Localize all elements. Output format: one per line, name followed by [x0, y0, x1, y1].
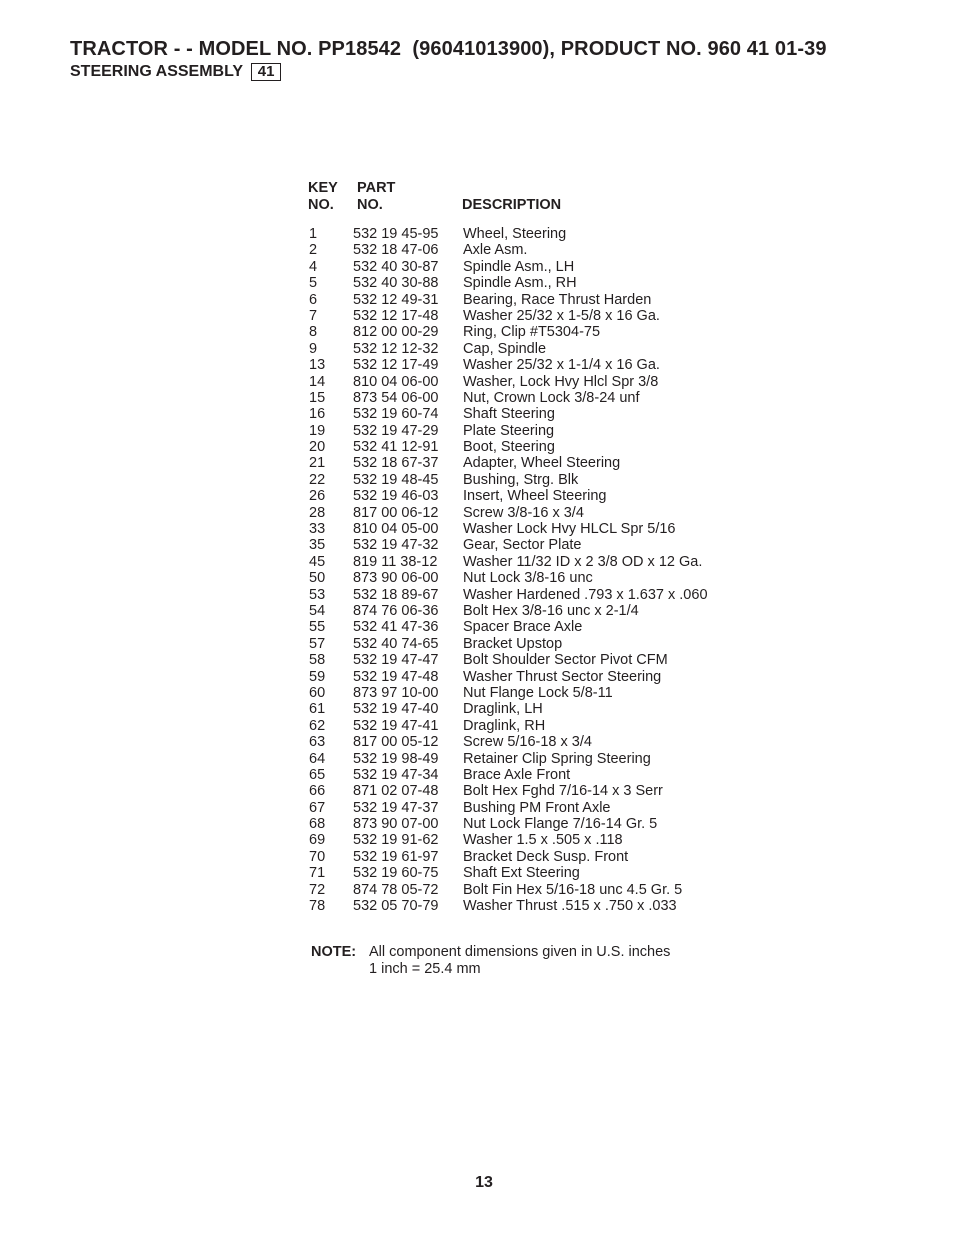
part-description: Draglink, RH [463, 717, 546, 734]
key-no: 15 [309, 389, 326, 406]
key-no: 64 [309, 750, 326, 767]
page-number: 13 [475, 1174, 493, 1191]
parts-row [309, 341, 769, 357]
parts-row [309, 242, 769, 258]
key-no: 14 [309, 373, 326, 390]
part-no: 532 19 98-49 [353, 750, 439, 767]
part-description: Spindle Asm., RH [463, 275, 577, 292]
parts-list [309, 226, 769, 914]
part-no: 874 76 06-36 [353, 602, 439, 619]
key-no: 1 [309, 226, 318, 242]
part-description: Bracket Upstop [463, 635, 563, 652]
part-description: Brace Axle Front [463, 766, 571, 783]
part-description: Nut Flange Lock 5/8-11 [463, 684, 613, 701]
key-no: 71 [309, 865, 326, 882]
part-description: Bolt Shoulder Sector Pivot CFM [463, 652, 668, 669]
part-no: 532 19 47-29 [353, 422, 439, 439]
key-no: 59 [309, 668, 326, 685]
parts-row [309, 669, 769, 685]
part-description: Washer 11/32 ID x 2 3/8 OD x 12 Ga. [463, 553, 703, 570]
part-no: 819 11 38-12 [353, 553, 438, 570]
part-description: Insert, Wheel Steering [463, 488, 607, 505]
key-no: 20 [309, 439, 326, 456]
part-description: Shaft Steering [463, 406, 555, 423]
part-no: 871 02 07-48 [353, 783, 439, 800]
parts-row [309, 587, 769, 603]
parts-row [309, 554, 769, 570]
key-no-header [308, 180, 338, 214]
part-description: Ring, Clip #T5304-75 [463, 324, 601, 341]
note-text-line1: All component dimensions given in U.S. inches [369, 944, 671, 960]
parts-row [309, 275, 769, 291]
part-description: Nut, Crown Lock 3/8-24 unf [463, 389, 640, 406]
key-no: 72 [309, 881, 326, 898]
key-no: 67 [309, 799, 326, 816]
part-description: Bearing, Race Thrust Harden [463, 291, 652, 308]
part-no: 532 40 30-87 [353, 258, 439, 275]
key-no: 45 [309, 553, 326, 570]
part-description: Shaft Ext Steering [463, 865, 580, 882]
part-description: Retainer Clip Spring Steering [463, 750, 651, 767]
part-no: 532 12 12-32 [353, 340, 439, 357]
part-description: Axle Asm. [463, 242, 528, 259]
part-no: 532 19 48-45 [353, 471, 439, 488]
key-no: 19 [309, 422, 326, 439]
part-no: 532 18 47-06 [353, 242, 439, 259]
section-heading [70, 63, 281, 81]
parts-row [309, 767, 769, 783]
key-no: 6 [309, 291, 318, 308]
part-description: Bolt Hex 3/8-16 unc x 2-1/4 [463, 602, 639, 619]
parts-row [309, 357, 769, 373]
part-description: Plate Steering [463, 422, 555, 439]
part-description: Washer Thrust .515 x .750 x .033 [463, 898, 677, 915]
key-no: 60 [309, 684, 326, 701]
key-no: 7 [309, 307, 318, 324]
key-no: 26 [309, 488, 326, 505]
part-no: 532 19 60-75 [353, 865, 439, 882]
part-no: 532 41 47-36 [353, 619, 439, 636]
part-description: Bolt Hex Fghd 7/16-14 x 3 Serr [463, 783, 663, 800]
description-header: DESCRIPTION [462, 197, 562, 213]
part-description: Bushing PM Front Axle [463, 799, 611, 816]
key-no: 69 [309, 832, 326, 849]
parts-row [309, 800, 769, 816]
part-no: 532 19 45-95 [353, 226, 439, 242]
key-no: 9 [309, 340, 318, 357]
parts-row [309, 882, 769, 898]
part-no: 817 00 06-12 [353, 504, 439, 521]
section-title: STEERING ASSEMBLY [70, 63, 244, 80]
key-no: 28 [309, 504, 326, 521]
part-no: 873 90 07-00 [353, 816, 439, 833]
part-description: Gear, Sector Plate [463, 537, 582, 554]
part-description: Washer Thrust Sector Steering [463, 668, 662, 685]
parts-row [309, 783, 769, 799]
part-description: Washer Hardened .793 x 1.637 x .060 [463, 586, 708, 603]
part-no: 873 97 10-00 [353, 684, 439, 701]
key-no: 5 [309, 275, 318, 292]
part-no: 532 19 47-48 [353, 668, 439, 685]
part-no: 532 40 30-88 [353, 275, 439, 292]
parts-row [309, 390, 769, 406]
parts-row [309, 751, 769, 767]
parts-row [309, 226, 769, 242]
part-description: Washer 25/32 x 1-5/8 x 16 Ga. [463, 307, 660, 324]
part-description: Adapter, Wheel Steering [463, 455, 621, 472]
parts-row [309, 521, 769, 537]
part-description: Draglink, LH [463, 701, 543, 718]
part-header-line2: NO. [357, 197, 383, 213]
part-no: 532 19 47-41 [353, 717, 439, 734]
key-no: 65 [309, 766, 326, 783]
part-no: 532 12 17-48 [353, 307, 439, 324]
part-description: Screw 3/8-16 x 3/4 [463, 504, 584, 521]
key-no: 63 [309, 734, 326, 751]
key-no: 55 [309, 619, 326, 636]
part-no: 532 18 89-67 [353, 586, 439, 603]
part-no: 532 40 74-65 [353, 635, 439, 652]
key-no: 35 [309, 537, 326, 554]
parts-row [309, 898, 769, 914]
part-description: Nut Lock Flange 7/16-14 Gr. 5 [463, 816, 658, 833]
part-description: Spacer Brace Axle [463, 619, 583, 636]
part-description: Nut Lock 3/8-16 unc [463, 570, 593, 587]
part-no: 532 05 70-79 [353, 898, 439, 915]
parts-row [309, 701, 769, 717]
part-no: 532 19 60-74 [353, 406, 439, 423]
part-no: 532 12 49-31 [353, 291, 439, 308]
part-no: 873 90 06-00 [353, 570, 439, 587]
part-no: 874 78 05-72 [353, 881, 439, 898]
parts-row [309, 570, 769, 586]
part-no: 532 12 17-49 [353, 357, 439, 374]
parts-row [309, 603, 769, 619]
key-no: 8 [309, 324, 318, 341]
part-no: 810 04 05-00 [353, 521, 439, 538]
key-no: 70 [309, 848, 326, 865]
key-no: 54 [309, 602, 326, 619]
part-description: Washer Lock Hvy HLCL Spr 5/16 [463, 521, 676, 538]
key-no: 50 [309, 570, 326, 587]
part-no: 532 19 47-37 [353, 799, 439, 816]
key-no: 33 [309, 521, 326, 538]
part-header-line1: PART [357, 180, 396, 196]
parts-row [309, 374, 769, 390]
part-no: 532 19 47-34 [353, 766, 439, 783]
key-no: 57 [309, 635, 326, 652]
parts-row [309, 488, 769, 504]
part-description: Washer 25/32 x 1-1/4 x 16 Ga. [463, 357, 660, 374]
key-header-line1: KEY [308, 180, 338, 196]
part-description: Cap, Spindle [463, 340, 547, 357]
part-description: Screw 5/16-18 x 3/4 [463, 734, 592, 751]
part-no: 532 19 46-03 [353, 488, 439, 505]
part-no: 532 19 61-97 [353, 848, 439, 865]
key-no: 78 [309, 898, 326, 915]
part-description: Boot, Steering [463, 439, 555, 456]
part-description: Washer, Lock Hvy Hlcl Spr 3/8 [463, 373, 659, 390]
part-no: 532 18 67-37 [353, 455, 439, 472]
parts-row [309, 439, 769, 455]
parts-row [309, 423, 769, 439]
parts-row [309, 636, 769, 652]
part-description: Bracket Deck Susp. Front [463, 848, 629, 865]
key-no: 21 [309, 455, 326, 472]
part-no: 817 00 05-12 [353, 734, 439, 751]
part-no: 532 41 12-91 [353, 439, 439, 456]
part-description: Wheel, Steering [463, 226, 567, 242]
parts-row [309, 455, 769, 471]
key-no: 22 [309, 471, 326, 488]
part-no: 532 19 47-47 [353, 652, 439, 669]
part-description: Spindle Asm., LH [463, 258, 575, 275]
key-no: 13 [309, 357, 326, 374]
key-no: 16 [309, 406, 326, 423]
parts-row [309, 685, 769, 701]
parts-row [309, 734, 769, 750]
parts-row [309, 619, 769, 635]
key-no: 2 [309, 242, 318, 259]
key-no: 66 [309, 783, 326, 800]
key-header-line2: NO. [308, 197, 334, 213]
part-no: 532 19 47-32 [353, 537, 439, 554]
figure-number-box: 41 [251, 63, 281, 81]
part-description: Washer 1.5 x .505 x .118 [463, 832, 623, 849]
parts-row [309, 505, 769, 521]
parts-row [309, 324, 769, 340]
parts-row [309, 832, 769, 848]
note-text-line2: 1 inch = 25.4 mm [369, 960, 481, 977]
parts-row [309, 652, 769, 668]
parts-row [309, 308, 769, 324]
part-description: Bolt Fin Hex 5/16-18 unc 4.5 Gr. 5 [463, 881, 683, 898]
parts-row [309, 865, 769, 881]
key-no: 62 [309, 717, 326, 734]
part-no: 810 04 06-00 [353, 373, 439, 390]
parts-row [309, 406, 769, 422]
page-title: TRACTOR - - MODEL NO. PP18542 (96041013900), PRODUCT NO. 960 41 01-39 [70, 38, 827, 60]
part-no: 812 00 00-29 [353, 324, 439, 341]
note-label: NOTE: [311, 944, 357, 960]
key-no: 61 [309, 701, 326, 718]
parts-row [309, 472, 769, 488]
parts-row [309, 259, 769, 275]
parts-row [309, 292, 769, 308]
part-no: 873 54 06-00 [353, 389, 439, 406]
parts-row [309, 718, 769, 734]
part-description: Bushing, Strg. Blk [463, 471, 579, 488]
key-no: 4 [309, 258, 318, 275]
part-no: 532 19 47-40 [353, 701, 439, 718]
parts-row [309, 537, 769, 553]
key-no: 58 [309, 652, 326, 669]
key-no: 53 [309, 586, 326, 603]
parts-row [309, 816, 769, 832]
part-no-header [357, 180, 395, 214]
part-no: 532 19 91-62 [353, 832, 439, 849]
key-no: 68 [309, 816, 326, 833]
parts-row [309, 849, 769, 865]
